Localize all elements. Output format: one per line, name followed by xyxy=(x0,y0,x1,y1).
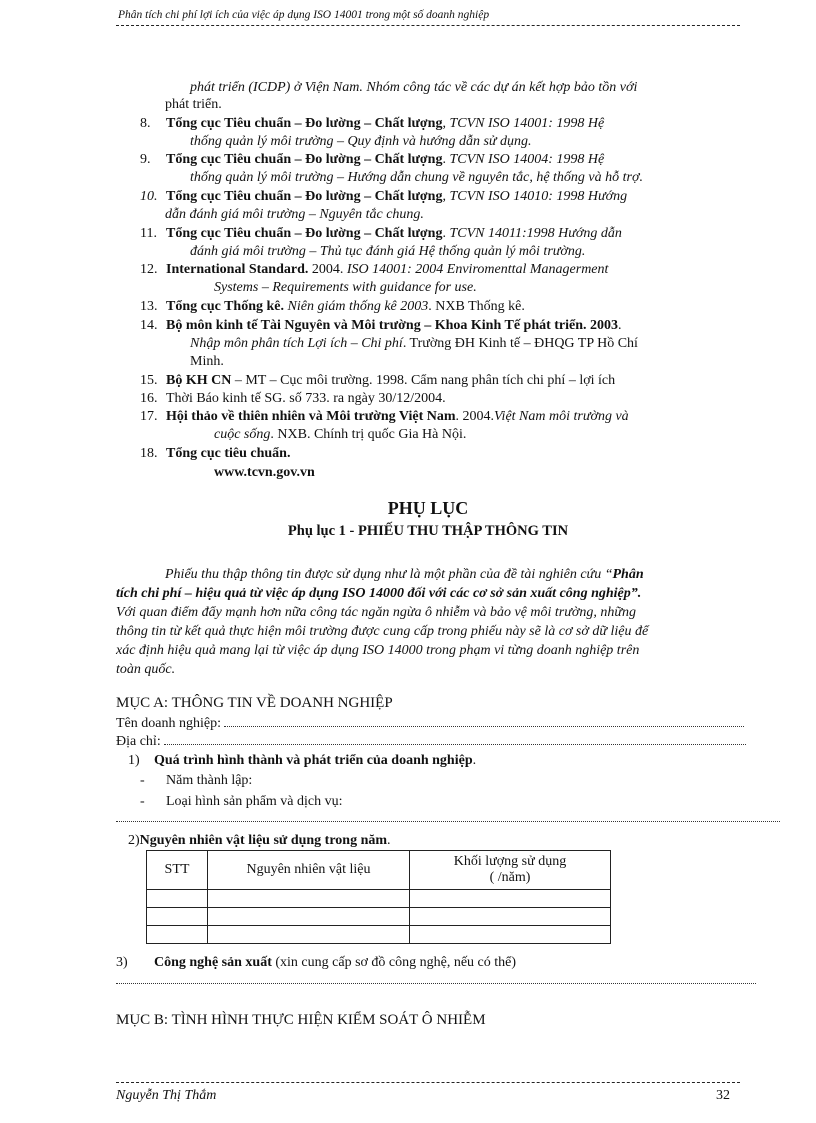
header-stt: STT xyxy=(147,851,208,890)
intro-line-3: Với quan điểm đẩy mạnh hơn nữa công tác ngăn ngừa ô nhiễm và bảo vệ môi trường, những xyxy=(116,605,636,620)
ref-item-18: 18. Tổng cục tiêu chuẩn. xyxy=(140,446,291,461)
table-header-row xyxy=(147,851,611,890)
table-cell[interactable] xyxy=(410,890,611,908)
running-header: Phân tích chi phí lợi ích của việc áp dụng ISO 14001 trong một số doanh nghiệp xyxy=(118,9,490,21)
header-divider xyxy=(116,25,740,26)
ref-7-cont-a: phát triển (ICDP) ở Viện Nam. Nhóm công tác về các dự án kết hợp bảo tồn với xyxy=(190,80,638,95)
table-cell[interactable] xyxy=(410,926,611,944)
page-number: 32 xyxy=(716,1088,730,1103)
footer-author: Nguyễn Thị Thắm xyxy=(116,1088,217,1103)
question-2: 2)Nguyên nhiên vật liệu sử dụng trong năm. xyxy=(128,833,391,848)
intro-line-2: tích chi phí – hiệu quả từ việc áp dụng ISO 14000 đối với các cơ sở sản xuất công nghiệp”. xyxy=(116,586,642,601)
section-a-title: MỤC A: THÔNG TIN VỀ DOANH NGHIỆP xyxy=(116,695,393,711)
ref-7-cont-b: phát triển. xyxy=(165,97,222,112)
company-name-row xyxy=(116,715,758,732)
ref-item-14-cont2: Minh. xyxy=(190,354,224,369)
table-cell[interactable] xyxy=(147,908,208,926)
ref-item-15: 15. Bộ KH CN – MT – Cục môi trường. 1998. Cẩm nang phân tích chi phí – lợi ích xyxy=(140,373,616,388)
technology-field[interactable] xyxy=(116,972,756,984)
intro-line-4: thông tin từ kết quả thực hiện môi trường được cung cấp trong phiếu này sẽ là cơ sở dữ liệu để xyxy=(116,624,649,639)
section-b-title: MỤC B: TÌNH HÌNH THỰC HIỆN KIỂM SOÁT Ô NHIỄM xyxy=(116,1012,486,1028)
ref-item-9-cont: thống quản lý môi trường – Hướng dẫn chung về nguyên tắc, hệ thống và hỗ trợ. xyxy=(190,170,643,185)
table-cell[interactable] xyxy=(147,890,208,908)
materials-table xyxy=(146,850,611,944)
header-quantity: Khối lượng sử dụng ( /năm) xyxy=(410,851,611,890)
ref-item-14: 14. Bộ môn kinh tế Tài Nguyên và Môi trường – Khoa Kinh Tế phát triển. 2003. xyxy=(140,318,622,333)
address-row xyxy=(116,733,758,750)
ref-item-9: 9. Tổng cục Tiêu chuẩn – Đo lường – Chất lượng. TCVN ISO 14004: 1998 Hệ xyxy=(140,152,605,167)
table-cell[interactable] xyxy=(208,908,410,926)
company-name-field[interactable] xyxy=(224,715,744,727)
ref-item-10: 10. Tổng cục Tiêu chuẩn – Đo lường – Chất lượng, TCVN ISO 14010: 1998 Hướng xyxy=(140,189,628,204)
q1-products-row: - Loại hình sản phẩm và dịch vụ: xyxy=(140,794,343,809)
table-cell[interactable] xyxy=(208,890,410,908)
question-3: 3) Công nghệ sản xuất (xin cung cấp sơ đồ công nghệ, nếu có thể) xyxy=(116,955,517,970)
appendix-title: PHỤ LỤC xyxy=(387,498,469,518)
ref-item-14-cont: Nhập môn phân tích Lợi ích – Chi phí. Trường ĐH Kinh tế – ĐHQG TP Hồ Chí xyxy=(190,336,638,351)
table-row xyxy=(147,926,611,944)
table-cell[interactable] xyxy=(410,908,611,926)
ref-item-18-url: www.tcvn.gov.vn xyxy=(214,465,315,480)
ref-item-8-cont: thống quản lý môi trường – Quy định và hướng dẫn sử dụng. xyxy=(190,134,532,149)
table-cell[interactable] xyxy=(147,926,208,944)
products-field-row xyxy=(116,810,780,827)
ref-item-13: 13. Tổng cục Thống kê. Niên giám thống kê 2003. NXB Thống kê. xyxy=(140,299,525,314)
ref-item-12-cont: Systems – Requirements with guidance for use. xyxy=(214,280,477,295)
technology-field-row xyxy=(116,972,756,989)
q1-founded-row: - Năm thành lập: xyxy=(140,773,253,788)
ref-item-8: 8. Tổng cục Tiêu chuẩn – Đo lường – Chất lượng, TCVN ISO 14001: 1998 Hệ xyxy=(140,116,605,131)
ref-item-11-cont: đánh giá môi trường – Thủ tục đánh giá Hệ thống quản lý môi trường. xyxy=(190,244,586,259)
ref-item-12: 12. International Standard. 2004. ISO 14001: 2004 Enviromenttal Managerment xyxy=(140,262,609,277)
address-label: Địa chỉ: xyxy=(116,734,161,749)
ref-item-16: 16. Thời Báo kinh tế SG. số 733. ra ngày 30/12/2004. xyxy=(140,391,446,406)
appendix-subtitle: Phụ lục 1 - PHIẾU THU THẬP THÔNG TIN xyxy=(287,523,569,539)
ref-item-17-cont: cuộc sống. NXB. Chính trị quốc Gia Hà Nội. xyxy=(214,427,467,442)
question-1: 1) Quá trình hình thành và phát triển của doanh nghiệp. xyxy=(128,753,477,768)
intro-line-1: Phiếu thu thập thông tin được sử dụng như là một phần của đề tài nghiên cứu “Phân xyxy=(165,567,644,582)
intro-line-6: toàn quốc. xyxy=(116,662,176,677)
ref-item-10-cont: dẫn đánh giá môi trường – Nguyên tắc chung. xyxy=(165,207,424,222)
intro-line-5: xác định hiệu quả mang lại từ việc áp dụng ISO 14000 trong phạm vi từng doanh nghiệp trên xyxy=(116,643,640,658)
ref-item-11: 11. Tổng cục Tiêu chuẩn – Đo lường – Chất lượng. TCVN 14011:1998 Hướng dẫn xyxy=(140,226,622,241)
company-name-label: Tên doanh nghiệp: xyxy=(116,716,221,731)
products-field[interactable] xyxy=(116,810,780,822)
address-field[interactable] xyxy=(164,733,746,745)
footer-divider xyxy=(116,1082,740,1083)
table-row xyxy=(147,908,611,926)
table-row xyxy=(147,890,611,908)
table-cell[interactable] xyxy=(208,926,410,944)
header-material: Nguyên nhiên vật liệu xyxy=(208,851,410,890)
ref-item-17: 17. Hội thảo về thiên nhiên và Môi trường Việt Nam. 2004.Việt Nam môi trường và xyxy=(140,409,629,424)
